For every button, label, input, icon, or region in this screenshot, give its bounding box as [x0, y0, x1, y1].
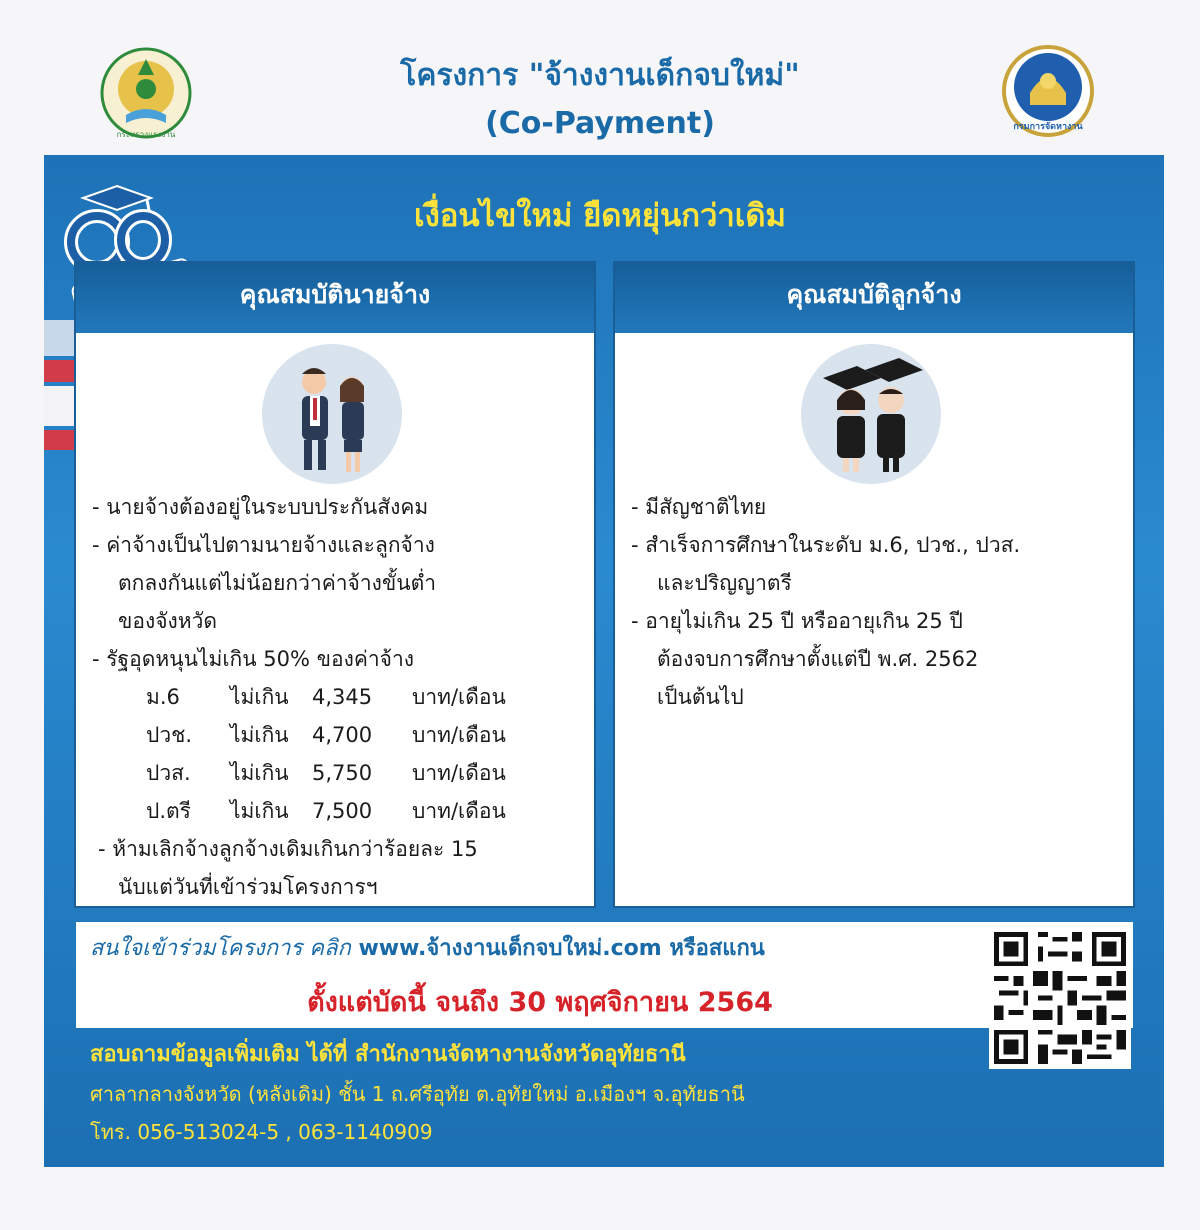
cta-prefix: สนใจเข้าร่วมโครงการ คลิก	[90, 936, 351, 961]
list-item: - นายจ้างต้องอยู่ในระบบประกันสังคม	[92, 495, 429, 519]
table-row	[146, 678, 572, 716]
rate-limit: ไม่เกิน	[230, 723, 289, 747]
rate-unit: บาท/เดือน	[412, 685, 506, 709]
contact-phone: โทร. 056-513024-5 , 063-1140909	[90, 1120, 433, 1144]
list-item: - ค่าจ้างเป็นไปตามนายจ้างและลูกจ้าง	[92, 533, 435, 557]
list-item: - อายุไม่เกิน 25 ปี หรืออายุเกิน 25 ปี	[631, 609, 963, 633]
rate-limit: ไม่เกิน	[230, 761, 289, 785]
rate-amount: 7,500	[312, 799, 373, 823]
rate-unit: บาท/เดือน	[412, 723, 506, 747]
logo-right-text: กรมการจัดหางาน	[1013, 122, 1083, 132]
list-item: - รัฐอุดหนุนไม่เกิน 50% ของค่าจ้าง	[92, 647, 415, 671]
employee-card	[615, 263, 1133, 906]
project-website-link[interactable]: www.จ้างงานเด็กจบใหม่.com	[358, 936, 662, 961]
employee-bullets	[631, 488, 1121, 716]
rate-level: ปวส.	[146, 761, 191, 785]
contact-heading: สอบถามข้อมูลเพิ่มเติม ได้ที่ สำนักงานจัดหางานจังหวัดอุทัยธานี	[90, 1042, 686, 1067]
graduates-icon	[801, 344, 941, 484]
list-item: ตกลงกันแต่ไม่น้อยกว่าค่าจ้างขั้นต่ำ	[118, 571, 437, 595]
rate-unit: บาท/เดือน	[412, 799, 506, 823]
headline: เงื่อนไขใหม่ ยืดหยุ่นกว่าเดิม	[414, 198, 786, 234]
list-item: - มีสัญชาติไทย	[631, 495, 767, 519]
employee-heading: คุณสมบัติลูกจ้าง	[615, 263, 1133, 333]
rate-unit: บาท/เดือน	[412, 761, 506, 785]
deadline-text: ตั้งแต่บัดนี้ จนถึง 30 พฤศจิกายน 2564	[307, 987, 773, 1018]
logo-left-text: กระทรวงแรงงาน	[116, 130, 176, 139]
page-subtitle: (Co-Payment)	[485, 106, 715, 141]
employer-heading: คุณสมบัตินายจ้าง	[76, 263, 594, 333]
cta-line	[90, 930, 990, 965]
employer-card	[76, 263, 594, 906]
employer-bullets	[92, 488, 572, 906]
table-row	[146, 792, 572, 830]
rate-amount: 4,345	[312, 685, 373, 709]
subsidy-rate-table	[92, 678, 572, 830]
rate-level: ปวช.	[146, 723, 193, 747]
rate-level: ม.6	[146, 685, 180, 709]
list-item: - สำเร็จการศึกษาในระดับ ม.6, ปวช., ปวส.	[631, 533, 1021, 557]
rate-amount: 5,750	[312, 761, 373, 785]
list-item: ต้องจบการศึกษาตั้งแต่ปี พ.ศ. 2562	[657, 647, 979, 671]
table-row	[146, 754, 572, 792]
qr-code-icon[interactable]	[989, 927, 1131, 1069]
list-item: เป็นต้นไป	[657, 685, 744, 709]
page-title: โครงการ "จ้างงานเด็กจบใหม่"	[400, 58, 800, 93]
list-item: นับแต่วันที่เข้าร่วมโครงการฯ	[118, 875, 378, 899]
rate-limit: ไม่เกิน	[230, 799, 289, 823]
contact-address: ศาลากลางจังหวัด (หลังเดิม) ชั้น 1 ถ.ศรีอุทัย ต.อุทัยใหม่ อ.เมืองฯ จ.อุทัยธานี	[90, 1082, 745, 1106]
table-row	[146, 716, 572, 754]
rate-level: ป.ตรี	[146, 799, 191, 823]
business-people-icon	[262, 344, 402, 484]
list-item: ของจังหวัด	[118, 609, 218, 633]
list-item: และปริญญาตรี	[657, 571, 792, 595]
rate-amount: 4,700	[312, 723, 373, 747]
cta-suffix: หรือสแกน	[669, 936, 765, 961]
rate-limit: ไม่เกิน	[230, 685, 289, 709]
list-item: - ห้ามเลิกจ้างลูกจ้างเดิมเกินกว่าร้อยละ 15	[98, 837, 478, 861]
